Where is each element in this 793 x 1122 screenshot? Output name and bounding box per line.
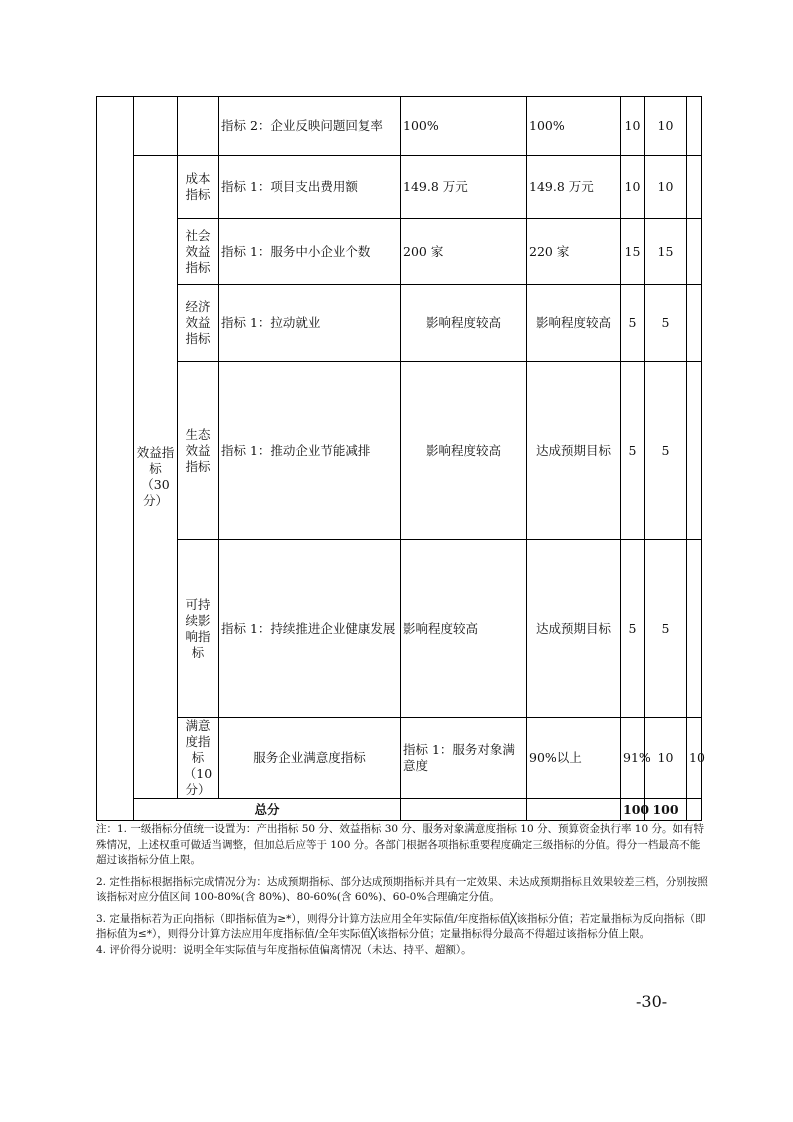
actual-value: 达成预期目标 <box>527 540 621 718</box>
table-row <box>97 97 702 156</box>
level2-cell <box>134 97 178 156</box>
indicator-name: 指标 1：服务对象满意度 <box>401 718 527 799</box>
footnotes <box>96 822 708 958</box>
note-cell <box>687 540 702 718</box>
target-value: 200 家 <box>401 219 527 285</box>
performance-table <box>96 96 705 821</box>
total-score: 100 <box>645 799 687 821</box>
score-value: 15 <box>645 219 687 285</box>
footnote-4: 4. 评价得分说明：说明全年实际值与年度指标值偏离情况（未达、持平、超额）。 <box>96 943 472 956</box>
weight-value: 15 <box>621 219 645 285</box>
score-value: 5 <box>645 362 687 540</box>
level3-category: 可持续影响指标 <box>178 540 219 718</box>
level3-category: 社会效益指标 <box>178 219 219 285</box>
weight-value: 5 <box>621 362 645 540</box>
level3-category <box>178 97 219 156</box>
note-cell <box>687 285 702 362</box>
empty-cell <box>527 799 621 821</box>
page-number: -30- <box>636 992 668 1011</box>
weight-value: 10 <box>645 718 687 799</box>
target-value: 影响程度较高 <box>401 285 527 362</box>
weight-value: 10 <box>621 156 645 219</box>
level3-category: 成本指标 <box>178 156 219 219</box>
score-value: 10 <box>687 718 702 799</box>
level1-cell <box>97 97 134 821</box>
indicator-name: 指标 1：拉动就业 <box>219 285 401 362</box>
level3-category: 生态效益指标 <box>178 362 219 540</box>
target-value: 影响程度较高 <box>401 362 527 540</box>
note-cell <box>687 97 702 156</box>
actual-value: 影响程度较高 <box>527 285 621 362</box>
footnote-2: 2. 定性指标根据指标完成情况分为：达成预期指标、部分达成预期指标并具有一定效果、未达成预期指标且效果较差三档，分别按照该指标对应分值区间 100-80%(含 80%)、80-60%(含 60%)、60-0%合理确定分值。 <box>96 875 708 903</box>
target-value: 影响程度较高 <box>401 540 527 718</box>
indicator-name: 指标 1：持续推进企业健康发展 <box>219 540 401 718</box>
table-row <box>97 285 702 362</box>
score-value: 10 <box>645 97 687 156</box>
weight-value: 5 <box>621 540 645 718</box>
indicator-name: 指标 1：推动企业节能减排 <box>219 362 401 540</box>
table-row <box>97 156 702 219</box>
actual-value: 91% <box>621 718 645 799</box>
table-row <box>97 540 702 718</box>
target-value: 149.8 万元 <box>401 156 527 219</box>
score-value: 10 <box>645 156 687 219</box>
satisfaction-indicator-label: 满意度指标（10分） <box>178 718 219 799</box>
score-value: 5 <box>645 540 687 718</box>
table-row <box>97 362 702 540</box>
weight-value: 10 <box>621 97 645 156</box>
note-cell <box>687 156 702 219</box>
empty-cell <box>687 799 702 821</box>
actual-value: 149.8 万元 <box>527 156 621 219</box>
actual-value: 220 家 <box>527 219 621 285</box>
score-value: 5 <box>645 285 687 362</box>
indicator-name: 指标 2：企业反映问题回复率 <box>219 97 401 156</box>
table-row <box>97 219 702 285</box>
indicator-name: 指标 1：项目支出费用额 <box>219 156 401 219</box>
actual-value: 100% <box>527 97 621 156</box>
target-value: 90%以上 <box>527 718 621 799</box>
note-cell <box>687 362 702 540</box>
target-value: 100% <box>401 97 527 156</box>
level3-category: 服务企业满意度指标 <box>219 718 401 799</box>
indicator-name: 指标 1：服务中小企业个数 <box>219 219 401 285</box>
note-cell <box>687 219 702 285</box>
level3-category: 经济效益指标 <box>178 285 219 362</box>
table-row <box>97 718 702 799</box>
footnote-1: 注：1. 一级指标分值统一设置为：产出指标 50 分、效益指标 30 分、服务对象满意度指标 10 分、预算资金执行率 10 分。如有特殊情况，上述权重可做适当调整，但加总后应等于 100 分。各部门根据各项指标重要程度确定三级指标的分值。得分一档最高不能超过该指标分值上限。 <box>96 823 704 866</box>
weight-value: 5 <box>621 285 645 362</box>
empty-cell <box>401 799 527 821</box>
footnote-3: 3. 定量指标若为正向指标（即指标值为≥*），则得分计算方法应用全年实际值/年度指标值╳该指标分值；若定量指标为反向指标（即指标值为≤*），则得分计算方法应用年度指标值/全年实际值╳该指标分值；定量指标得分最高不得超过该指标分值上限。 <box>96 912 706 940</box>
actual-value: 达成预期目标 <box>527 362 621 540</box>
benefit-indicator-label: 效益指标（30分） <box>134 156 178 799</box>
total-weight: 100 <box>621 799 645 821</box>
total-row <box>97 799 702 821</box>
total-label: 总分 <box>134 799 401 821</box>
